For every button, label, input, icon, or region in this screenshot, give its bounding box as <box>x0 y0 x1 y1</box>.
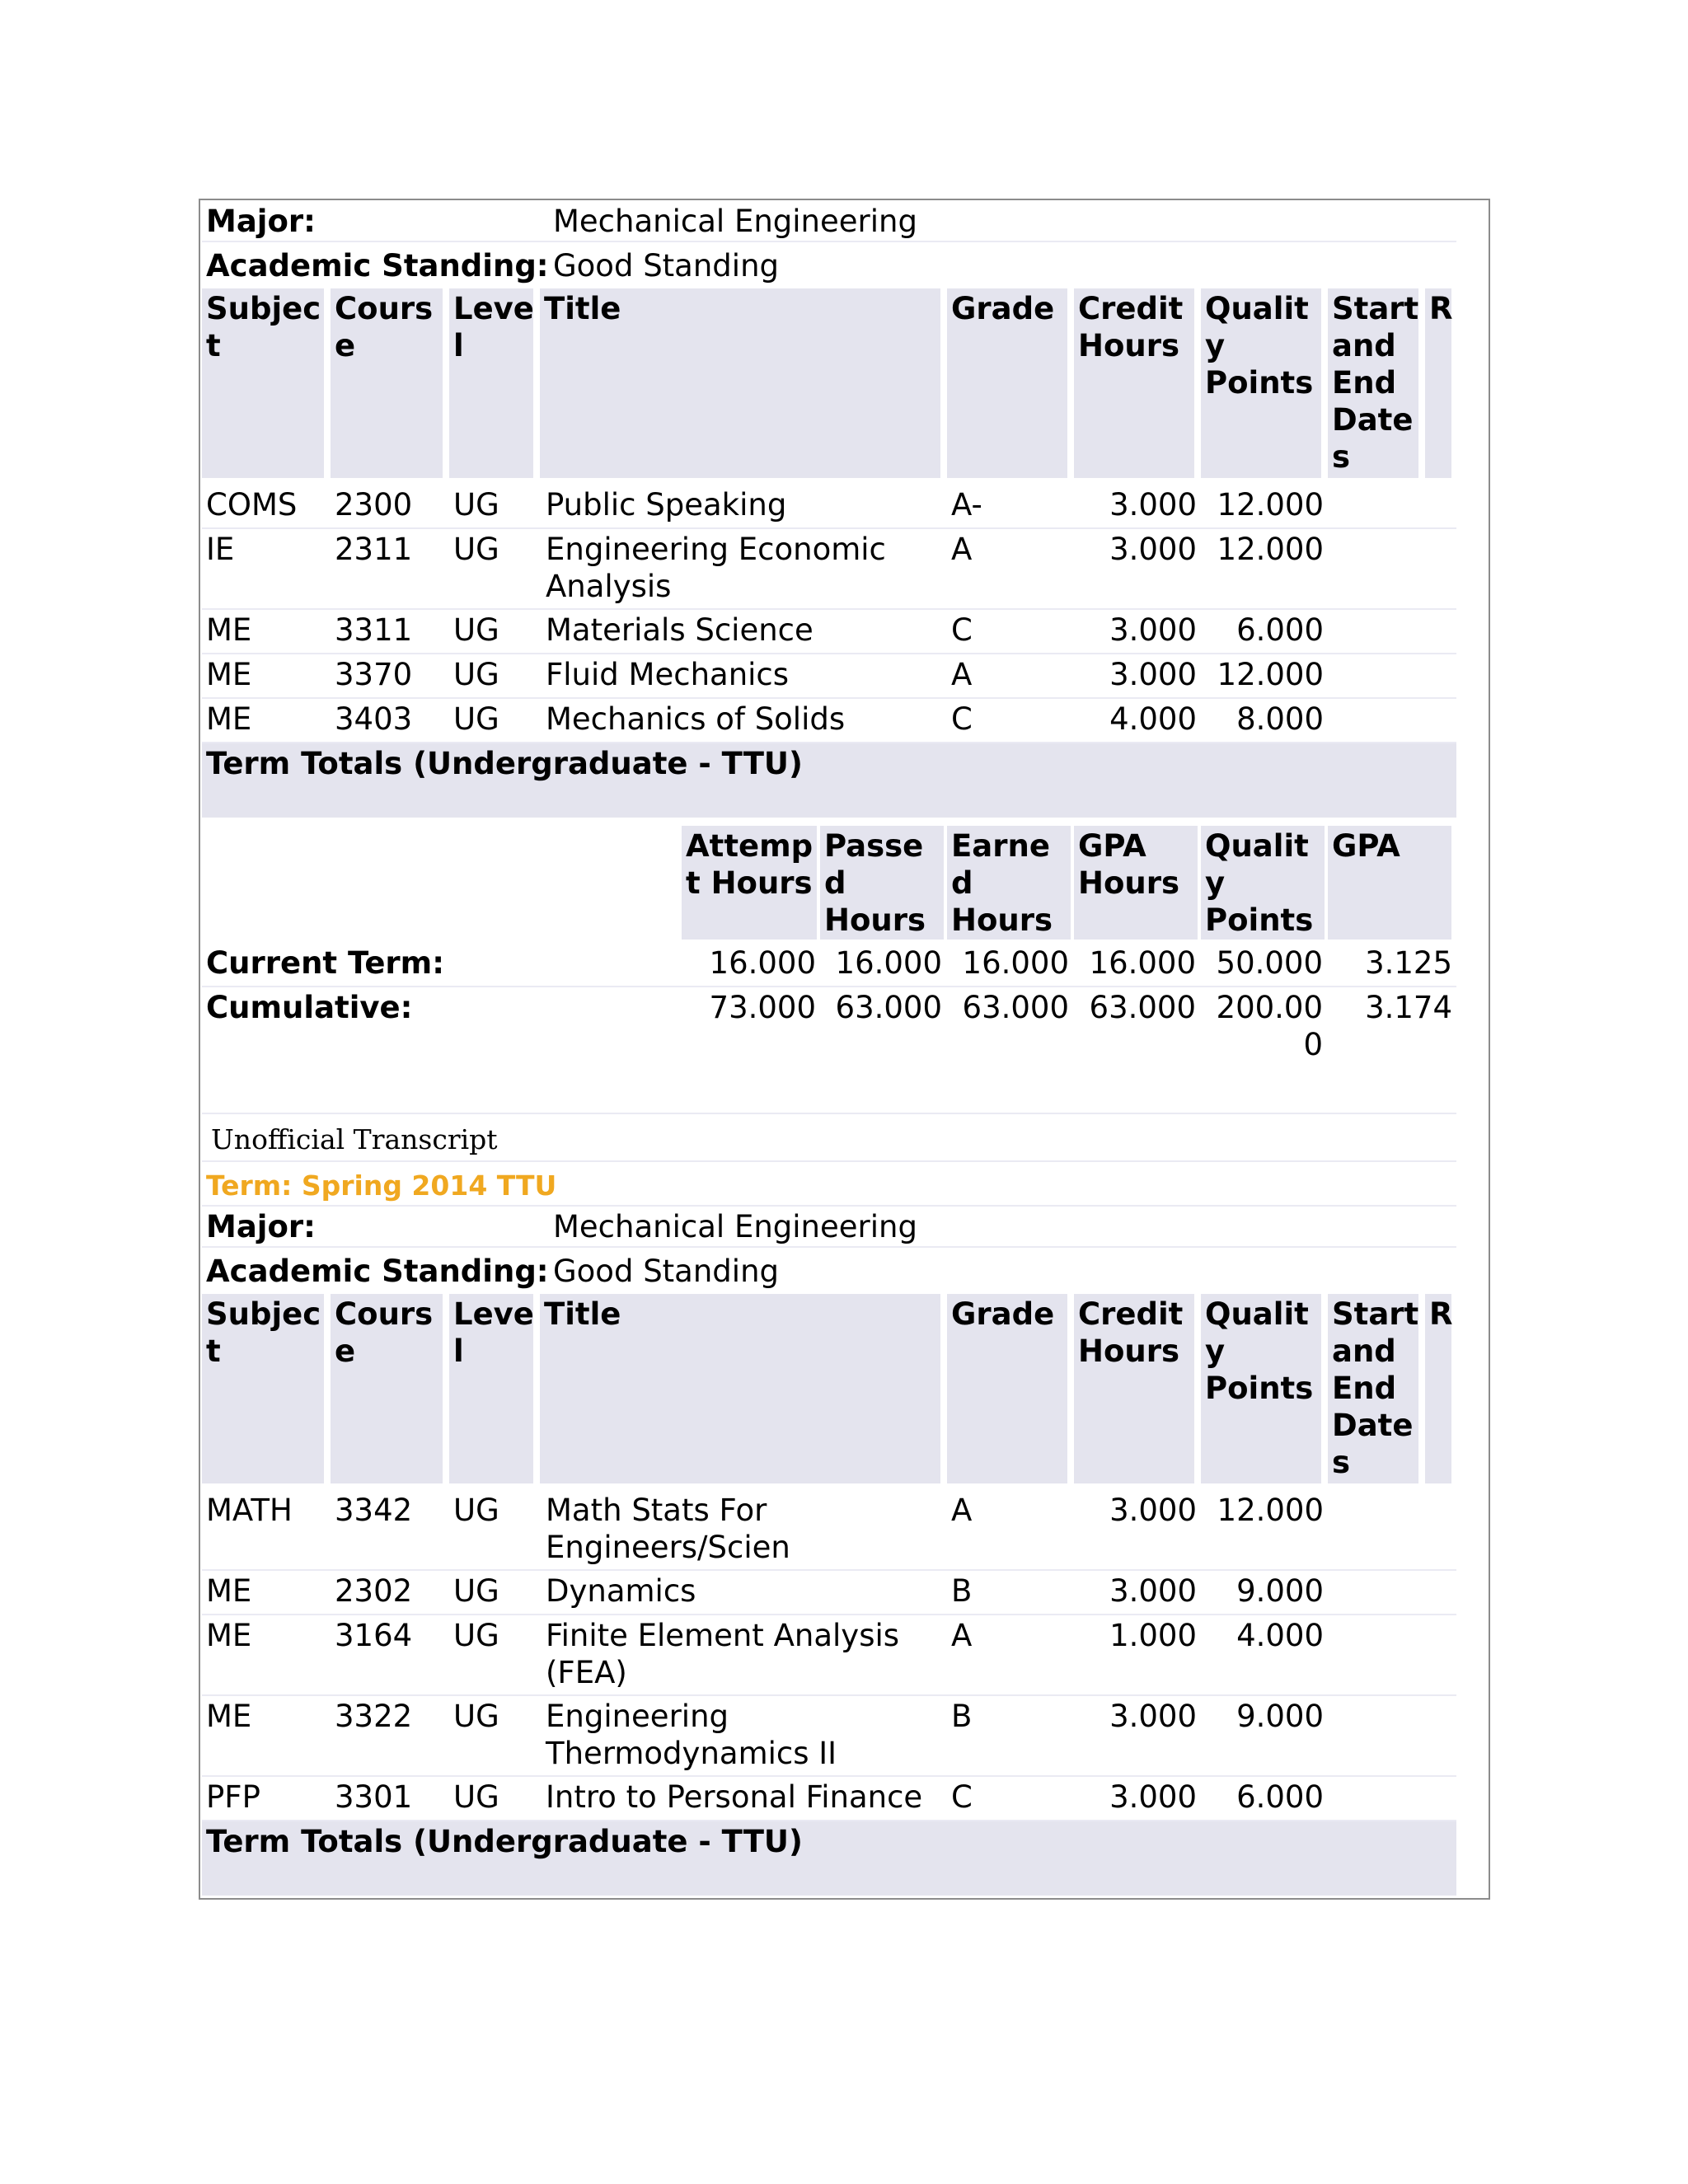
sec1-term-totals: Term Totals (Undergraduate - TTU) <box>206 746 803 781</box>
sec2-grade: C <box>951 1779 973 1815</box>
sec1-course: 3403 <box>335 701 413 737</box>
sec1-col-header: Leve l <box>449 288 533 478</box>
sec2-subject: MATH <box>206 1493 293 1528</box>
sec1-grade: A <box>951 532 973 567</box>
sec2-col-header: Grade <box>947 1294 1067 1483</box>
sec2-title: Finite Element Analysis (FEA) <box>546 1618 900 1690</box>
sec2-credit-hours: 3.000 <box>1109 1493 1197 1528</box>
sec1-credit-hours: 3.000 <box>1109 532 1197 567</box>
sec1-quality-points: 6.000 <box>1236 612 1324 648</box>
sec1-credit-hours: 3.000 <box>1109 487 1197 523</box>
sec1-subject: IE <box>206 532 235 567</box>
sec1-quality-points: 8.000 <box>1236 701 1324 737</box>
sec2-course: 3342 <box>335 1493 413 1528</box>
current-term-value: 16.000 <box>835 945 942 981</box>
sec1-grade: A <box>951 657 973 692</box>
cumulative-value: 73.000 <box>709 990 816 1025</box>
sec2-major-row <box>202 1203 1456 1248</box>
sec2-quality-points: 9.000 <box>1236 1573 1324 1609</box>
sec1-course: 3370 <box>335 657 413 692</box>
sec2-level: UG <box>453 1779 499 1815</box>
sec1-subject: ME <box>206 612 252 648</box>
sec2-col-header: Cours e <box>331 1294 443 1483</box>
totals-col-header: Qualit y Points <box>1201 826 1325 940</box>
term-title: Term: Spring 2014 TTU <box>206 1169 557 1202</box>
sec2-credit-hours: 3.000 <box>1109 1779 1197 1815</box>
totals-col-header: GPA Hours <box>1074 826 1198 940</box>
sec2-standing-value: Good Standing <box>553 1254 780 1289</box>
sec1-course: 2300 <box>335 487 413 523</box>
sec2-level: UG <box>453 1493 499 1528</box>
cumulative-value: 63.000 <box>835 990 942 1025</box>
sec1-level: UG <box>453 701 499 737</box>
sec1-title: Mechanics of Solids <box>546 701 846 737</box>
sec1-subject: ME <box>206 701 252 737</box>
sec1-title: Public Speaking <box>546 487 787 523</box>
sec2-title: Math Stats For Engineers/Scien <box>546 1493 790 1565</box>
sec1-col-header: Grade <box>947 288 1067 478</box>
sec2-quality-points: 9.000 <box>1236 1699 1324 1734</box>
current-term-label: Current Term: <box>206 945 445 981</box>
sec1-course: 2311 <box>335 532 413 567</box>
sec2-level: UG <box>453 1618 499 1653</box>
sec2-grade: B <box>951 1573 973 1609</box>
cumulative-label: Cumulative: <box>206 990 413 1025</box>
sec2-credit-hours: 1.000 <box>1109 1618 1197 1653</box>
sec1-col-header: Cours e <box>331 288 443 478</box>
cumulative-value: 63.000 <box>1089 990 1196 1025</box>
sec2-course: 3164 <box>335 1618 413 1653</box>
sec2-credit-hours: 3.000 <box>1109 1699 1197 1734</box>
cumulative-value: 63.000 <box>962 990 1069 1025</box>
current-term-value: 50.000 <box>1216 945 1323 981</box>
cumulative-value: 200.00 0 <box>1216 990 1323 1062</box>
totals-col-header: Earne d Hours <box>947 826 1071 940</box>
sec1-level: UG <box>453 532 499 567</box>
cumulative-row <box>202 986 1456 1114</box>
sec2-grade: B <box>951 1699 973 1734</box>
sec2-course: 3322 <box>335 1699 413 1734</box>
sec2-course: 2302 <box>335 1573 413 1609</box>
totals-col-header: Passe d Hours <box>820 826 944 940</box>
sec2-quality-points: 6.000 <box>1236 1779 1324 1815</box>
sec2-credit-hours: 3.000 <box>1109 1573 1197 1609</box>
sec1-standing-label: Academic Standing: <box>206 248 549 284</box>
sec2-subject: ME <box>206 1618 252 1653</box>
sec1-col-header: Title <box>540 288 940 478</box>
sec2-term-totals: Term Totals (Undergraduate - TTU) <box>206 1824 803 1859</box>
sec2-grade: A <box>951 1493 973 1528</box>
sec2-col-header: Qualit y Points <box>1201 1294 1321 1483</box>
sec1-subject: ME <box>206 657 252 692</box>
sec2-col-header: R <box>1425 1294 1451 1483</box>
sec1-col-header: Start and End Date s <box>1328 288 1418 478</box>
sec2-col-header: Subjec t <box>202 1294 324 1483</box>
sec2-col-header: Leve l <box>449 1294 533 1483</box>
sec1-col-header: Qualit y Points <box>1201 288 1321 478</box>
sec1-major-value: Mechanical Engineering <box>553 204 917 239</box>
sec2-course: 3301 <box>335 1779 413 1815</box>
sec1-level: UG <box>453 487 499 523</box>
sec2-grade: A <box>951 1618 973 1653</box>
current-term-value: 16.000 <box>709 945 816 981</box>
current-term-value: 16.000 <box>962 945 1069 981</box>
sec2-quality-points: 12.000 <box>1217 1493 1324 1528</box>
sec1-major-row <box>202 198 1456 242</box>
sec2-title: Engineering Thermodynamics II <box>546 1699 837 1771</box>
sec2-major-label: Major: <box>206 1209 316 1244</box>
sec2-col-header: Credit Hours <box>1074 1294 1194 1483</box>
sec1-col-header: Credit Hours <box>1074 288 1194 478</box>
sec1-credit-hours: 4.000 <box>1109 701 1197 737</box>
totals-col-header: GPA <box>1328 826 1451 940</box>
unofficial-transcript-label: Unofficial Transcript <box>211 1123 498 1155</box>
sec2-subject: ME <box>206 1573 252 1609</box>
cumulative-value: 3.174 <box>1365 990 1452 1025</box>
sec1-course: 3311 <box>335 612 413 648</box>
sec1-subject: COMS <box>206 487 298 523</box>
sec1-credit-hours: 3.000 <box>1109 612 1197 648</box>
term-title-row <box>202 1162 1456 1207</box>
sec1-level: UG <box>453 657 499 692</box>
sec2-subject: PFP <box>206 1779 260 1815</box>
sec1-grade: A- <box>951 487 982 523</box>
unofficial-row <box>202 1114 1456 1162</box>
sec1-standing-value: Good Standing <box>553 248 780 284</box>
sec2-col-header: Title <box>540 1294 940 1483</box>
sec1-col-header: Subjec t <box>202 288 324 478</box>
sec2-title: Dynamics <box>546 1573 696 1609</box>
sec2-standing-label: Academic Standing: <box>206 1254 549 1289</box>
sec2-level: UG <box>453 1699 499 1734</box>
sec1-grade: C <box>951 701 973 737</box>
sec1-major-label: Major: <box>206 204 316 239</box>
sec1-quality-points: 12.000 <box>1217 532 1324 567</box>
sec1-quality-points: 12.000 <box>1217 487 1324 523</box>
sec1-grade: C <box>951 612 973 648</box>
totals-col-header: Attemp t Hours <box>682 826 817 940</box>
current-term-value: 16.000 <box>1089 945 1196 981</box>
current-term-value: 3.125 <box>1365 945 1452 981</box>
sec1-title: Engineering Economic Analysis <box>546 532 886 604</box>
sec1-quality-points: 12.000 <box>1217 657 1324 692</box>
sec1-title: Fluid Mechanics <box>546 657 790 692</box>
sec2-quality-points: 4.000 <box>1236 1618 1324 1653</box>
sec2-level: UG <box>453 1573 499 1609</box>
sec2-subject: ME <box>206 1699 252 1734</box>
sec1-title: Materials Science <box>546 612 814 648</box>
sec2-major-value: Mechanical Engineering <box>553 1209 917 1244</box>
sec2-title: Intro to Personal Finance <box>546 1779 923 1815</box>
sec1-credit-hours: 3.000 <box>1109 657 1197 692</box>
sec1-level: UG <box>453 612 499 648</box>
sec2-col-header: Start and End Date s <box>1328 1294 1418 1483</box>
sec1-col-header: R <box>1425 288 1451 478</box>
